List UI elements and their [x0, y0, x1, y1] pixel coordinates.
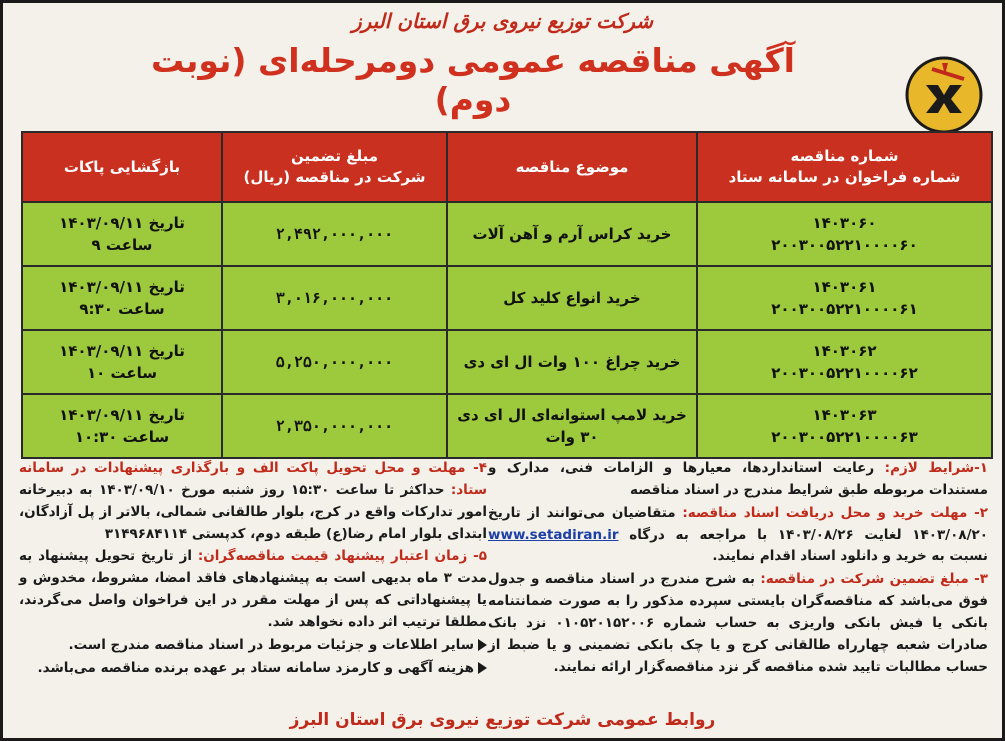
company-name: شرکت توزیع نیروی برق استان البرز — [351, 9, 654, 33]
table-row — [22, 394, 992, 458]
bullet-info: سایر اطلاعات و جزئیات مربوط در اسناد مناقصه مندرج است. — [19, 635, 487, 657]
condition-5: ۵- زمان اعتبار پیشنهاد قیمت مناقصه‌گران: از تاریخ تحویل پیشنهاد به مدت ۳ ماه بدیهی است به پیشنهادهای فاقد امضا، مشروط، مخدوش و یا پیشنهاداتی که پس از مهلت مقرر در این فراخوان واصل می‌گردند، مطلقا ترتیب اثر داده نخواهد شد. — [19, 548, 488, 631]
cell-tender-number: ۱۴۰۳۰۶۳ ۲۰۰۳۰۰۵۲۲۱۰۰۰۰۶۳ — [697, 394, 992, 458]
header-guarantee-amount: مبلغ تضمین شرکت در مناقصه (ریال) — [222, 132, 447, 202]
table-header-row — [22, 132, 992, 202]
condition-3: ۳- مبلغ تضمین شرکت در مناقصه: به شرح مندرج در اسناد مناقصه و جدول فوق می‌باشد که مناقصه‌گران بایستی سپرده مذکور را به صورت ضمانتنامه بانکی یا فیش بانکی واریزی به حساب شماره ۰۱۰۵۲۰۱۵۲۰۰۶ نزد بانک صادرات شعبه چهارراه طالقانی کرج و یا چک بانکی تضمینی و یا ضبط از حساب مطالبات تایید شده مناقصه گر نزد مناقصه‌گزار ارائه نمایند. — [488, 571, 989, 675]
cell-tender-number: ۱۴۰۳۰۶۰ ۲۰۰۳۰۰۵۲۲۱۰۰۰۰۶۰ — [697, 202, 992, 266]
cell-subject: خرید کراس آرم و آهن آلات — [447, 202, 697, 266]
cell-amount: ۲,۳۵۰,۰۰۰,۰۰۰ — [222, 394, 447, 458]
conditions-left-column — [19, 458, 487, 681]
condition-2: ۲- مهلت خرید و محل دریافت اسناد مناقصه: متقاضیان می‌توانند از تاریخ ۱۴۰۳/۰۸/۲۰ لغایت ۱۴۰۳/۰۸/۲۶ با مراجعه به درگاه www.setadiran.ir نسبت به خرید و دانلود اسناد اقدام نمایند. — [488, 504, 988, 565]
cell-opening: تاریخ ۱۴۰۳/۰۹/۱۱ ساعت ۹:۳۰ — [22, 266, 222, 330]
triangle-bullet-icon — [478, 662, 487, 674]
header-opening: بازگشایی پاکات — [22, 132, 222, 202]
cell-amount: ۳,۰۱۶,۰۰۰,۰۰۰ — [222, 266, 447, 330]
cell-tender-number: ۱۴۰۳۰۶۲ ۲۰۰۳۰۰۵۲۲۱۰۰۰۰۶۲ — [697, 330, 992, 394]
notice-title: آگهی مناقصه عمومی دومرحله‌ای (نوبت دوم) — [151, 41, 795, 119]
cell-subject: خرید انواع کلید کل — [447, 266, 697, 330]
table-row — [22, 266, 992, 330]
cell-subject: خرید لامپ استوانه‌ای ال ای دی ۳۰ وات — [447, 394, 697, 458]
public-relations-footer: روابط عمومی شرکت توزیع نیروی برق استان البرز — [289, 710, 716, 730]
table-row — [22, 202, 992, 266]
cell-opening: تاریخ ۱۴۰۳/۰۹/۱۱ ساعت ۱۰ — [22, 330, 222, 394]
condition-1: ۱-شرایط لازم: رعایت استانداردها، معیارها و الزامات فنی، مدارک و مستندات مربوطه طبق شرایط مندرج در اسناد مناقصه — [488, 460, 988, 498]
electric-company-logo-icon — [904, 55, 984, 135]
cell-amount: ۲,۴۹۲,۰۰۰,۰۰۰ — [222, 202, 447, 266]
bullet-cost: هزینه آگهی و کارمزد سامانه ستاد بر عهده برنده مناقصه می‌باشد. — [19, 658, 487, 680]
cell-opening: تاریخ ۱۴۰۳/۰۹/۱۱ ساعت ۹ — [22, 202, 222, 266]
tenders-table — [21, 131, 993, 459]
setadiran-link[interactable]: www.setadiran.ir — [488, 526, 619, 543]
conditions-right-column — [488, 458, 988, 680]
table-row — [22, 330, 992, 394]
header-tender-number: شماره مناقصه شماره فراخوان در سامانه ستاد — [697, 132, 992, 202]
header-subject: موضوع مناقصه — [447, 132, 697, 202]
cell-opening: تاریخ ۱۴۰۳/۰۹/۱۱ ساعت ۱۰:۳۰ — [22, 394, 222, 458]
condition-4: ۴- مهلت و محل تحویل پاکت الف و بارگذاری پیشنهادات در سامانه ستاد: حداکثر تا ساعت ۱۵:۳۰ روز شنبه مورخ ۱۴۰۳/۰۹/۱۰ به دبیرخانه امور تدارکات واقع در کرج، بلوار طالقانی شمالی، بالاتر از پل آزادگان، ابتدای بلوار امام رضا(ع) طبقه دوم، کدپستی ۳۱۴۹۶۸۴۱۱۴ — [19, 460, 488, 542]
cell-subject: خرید چراغ ۱۰۰ وات ال ای دی — [447, 330, 697, 394]
cell-amount: ۵,۲۵۰,۰۰۰,۰۰۰ — [222, 330, 447, 394]
triangle-bullet-icon — [478, 639, 487, 651]
cell-tender-number: ۱۴۰۳۰۶۱ ۲۰۰۳۰۰۵۲۲۱۰۰۰۰۶۱ — [697, 266, 992, 330]
